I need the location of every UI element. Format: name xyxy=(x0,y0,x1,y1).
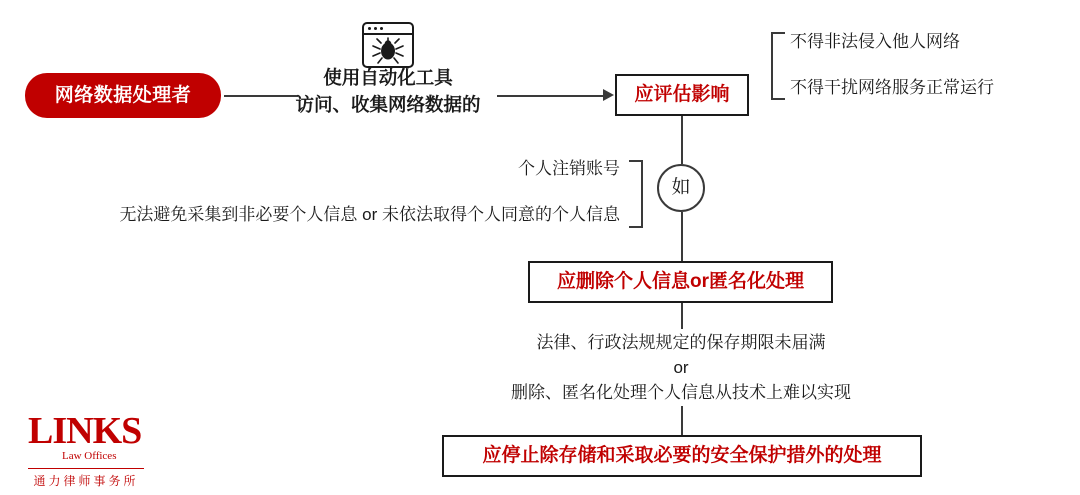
bracket-arm-bottom xyxy=(629,226,643,228)
spider-icon xyxy=(364,35,412,66)
connector-ru-to-delete xyxy=(681,212,683,262)
node-assess-impact[interactable]: 应评估影响 xyxy=(615,74,749,116)
bracket-ru-branch xyxy=(629,160,643,228)
bracket-assess-branch xyxy=(771,32,785,100)
logo-mark: LINKS xyxy=(28,410,142,452)
label-assess-branch-1: 不得非法侵入他人网络 xyxy=(790,32,960,52)
node-network-data-processor[interactable]: 网络数据处理者 xyxy=(25,73,221,118)
connector-delete-to-exception xyxy=(681,303,683,329)
label-condition-line1: 使用自动化工具 xyxy=(323,67,453,89)
bracket-spine xyxy=(771,32,773,100)
label-ru-branch-2: 无法避免采集到非必要个人信息 or 未依法取得个人同意的个人信息 xyxy=(119,205,620,225)
bracket-arm-top xyxy=(629,160,643,162)
browser-dot-icon xyxy=(374,27,377,30)
bracket-arm-top xyxy=(771,32,785,34)
links-law-offices-logo xyxy=(28,412,144,489)
browser-dot-icon xyxy=(380,27,383,30)
browser-titlebar xyxy=(364,24,412,35)
browser-dot-icon xyxy=(368,27,371,30)
connector-pill-to-condition xyxy=(224,95,298,97)
label-ru-branch-1: 个人注销账号 xyxy=(518,159,620,179)
label-assess-branch-2: 不得干扰网络服务正常运行 xyxy=(790,78,994,98)
spider-browser-icon xyxy=(362,22,414,68)
label-exception-line3: 删除、匿名化处理个人信息从技术上难以实现 xyxy=(511,383,851,403)
label-condition-line2: 访问、收集网络数据的 xyxy=(295,94,481,116)
bracket-arm-bottom xyxy=(771,98,785,100)
label-exception-line2: or xyxy=(673,358,689,378)
node-stop-processing[interactable]: 应停止除存储和采取必要的安全保护措外的处理 xyxy=(442,435,922,477)
connector-exception-to-stop xyxy=(681,406,683,436)
node-delete-or-anonymize[interactable]: 应删除个人信息or匿名化处理 xyxy=(528,261,833,303)
logo-subtitle: Law Offices xyxy=(62,450,117,462)
bracket-spine xyxy=(641,160,643,228)
arrow-to-assess-icon xyxy=(603,89,614,101)
connector-condition-to-assess xyxy=(497,95,603,97)
node-ru[interactable]: 如 xyxy=(657,164,705,212)
connector-assess-to-ru xyxy=(681,116,683,164)
logo-chinese-name: 通力律师事务所 xyxy=(28,468,144,489)
label-exception-line1: 法律、行政法规规定的保存期限未届满 xyxy=(536,333,826,353)
